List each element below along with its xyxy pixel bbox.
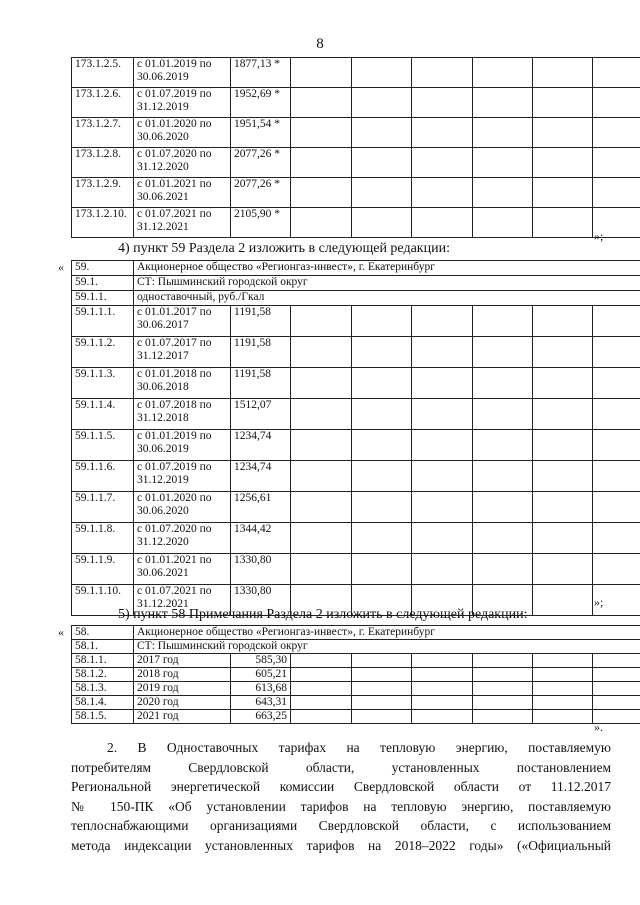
- row-value: 1256,61: [231, 492, 291, 523]
- empty-cell: [533, 337, 593, 368]
- empty-cell: [533, 368, 593, 399]
- table-row: [72, 208, 640, 238]
- empty-cell: [533, 58, 593, 88]
- empty-cell: [352, 337, 412, 368]
- period-from: с 01.07.2017 по: [137, 337, 212, 349]
- period-from: с 01.01.2020 по: [137, 118, 212, 130]
- row-value: 1234,74: [231, 430, 291, 461]
- table-row: [72, 88, 640, 118]
- section2-close-mark: »;: [594, 595, 604, 609]
- header-row: [72, 276, 640, 291]
- row-code: 173.1.2.6.: [72, 88, 134, 118]
- row-value: 1330,80: [231, 554, 291, 585]
- empty-cell: [352, 430, 412, 461]
- row-year: 2021 год: [134, 710, 231, 724]
- period-to: 30.06.2020: [137, 505, 189, 517]
- empty-cell: [352, 399, 412, 430]
- empty-cell: [593, 337, 640, 368]
- empty-cell: [473, 430, 533, 461]
- table-row: [72, 118, 640, 148]
- empty-cell: [473, 492, 533, 523]
- empty-cell: [412, 461, 473, 492]
- period-to: 30.06.2019: [137, 443, 189, 455]
- row-value: 1191,58: [231, 368, 291, 399]
- header-text: СТ: Пышминский городской округ: [134, 640, 640, 654]
- empty-cell: [473, 668, 533, 682]
- table-row: [72, 682, 640, 696]
- paragraph-line: № 150-ПК «Об установлении тарифов на тепловую энергию, поставляемую: [71, 798, 611, 814]
- row-code: 58.1.5.: [72, 710, 134, 724]
- paragraph-line: Региональной энергетической комиссии Свердловской области от 11.12.2017: [71, 779, 611, 794]
- empty-cell: [291, 118, 352, 148]
- section3-close-mark: ».: [594, 720, 603, 734]
- empty-cell: [533, 585, 593, 616]
- empty-cell: [533, 148, 593, 178]
- empty-cell: [593, 306, 640, 337]
- header-text: СТ: Пышминский городской округ: [134, 276, 640, 291]
- empty-cell: [352, 696, 412, 710]
- empty-cell: [352, 654, 412, 668]
- empty-cell: [412, 306, 473, 337]
- empty-cell: [291, 178, 352, 208]
- empty-cell: [473, 178, 533, 208]
- period-cell: [134, 368, 231, 399]
- empty-cell: [352, 368, 412, 399]
- empty-cell: [412, 430, 473, 461]
- row-code: 173.1.2.10.: [72, 208, 134, 238]
- period-to: 30.06.2021: [137, 567, 189, 579]
- row-value: 1191,58: [231, 337, 291, 368]
- section2-title: 4) пункт 59 Раздела 2 изложить в следующей редакции:: [118, 241, 450, 256]
- row-code: 59.1.1.3.: [72, 368, 134, 399]
- empty-cell: [533, 554, 593, 585]
- header-code: 58.1.: [72, 640, 134, 654]
- row-value: 1330,80: [231, 585, 291, 616]
- period-from: с 01.07.2021 по: [137, 585, 212, 597]
- empty-cell: [291, 654, 352, 668]
- period-to: 30.06.2017: [137, 319, 189, 331]
- period-from: с 01.01.2018 по: [137, 368, 212, 380]
- empty-cell: [533, 399, 593, 430]
- empty-cell: [593, 368, 640, 399]
- empty-cell: [291, 682, 352, 696]
- empty-cell: [412, 492, 473, 523]
- period-cell: [134, 337, 231, 368]
- empty-cell: [473, 306, 533, 337]
- table1-close-mark: »;: [594, 229, 604, 243]
- empty-cell: [412, 58, 473, 88]
- table-row: [72, 399, 640, 430]
- period-from: с 01.01.2021 по: [137, 554, 212, 566]
- empty-cell: [412, 654, 473, 668]
- empty-cell: [291, 668, 352, 682]
- row-code: 59.1.1.9.: [72, 554, 134, 585]
- period-cell: [134, 554, 231, 585]
- row-year: 2020 год: [134, 696, 231, 710]
- table-row: [72, 461, 640, 492]
- empty-cell: [593, 554, 640, 585]
- empty-cell: [291, 461, 352, 492]
- empty-cell: [291, 523, 352, 554]
- empty-cell: [352, 208, 412, 238]
- empty-cell: [533, 118, 593, 148]
- header-code: 59.1.: [72, 276, 134, 291]
- empty-cell: [352, 461, 412, 492]
- empty-cell: [352, 554, 412, 585]
- row-value: 1234,74: [231, 461, 291, 492]
- row-code: 58.1.1.: [72, 654, 134, 668]
- paragraph-line: 2. В Одноставочных тарифах на тепловую энергию, поставляемую: [107, 740, 611, 755]
- empty-cell: [533, 430, 593, 461]
- row-code: 58.1.3.: [72, 682, 134, 696]
- period-cell: [134, 492, 231, 523]
- table-row: [72, 668, 640, 682]
- period-from: с 01.07.2018 по: [137, 399, 212, 411]
- empty-cell: [352, 682, 412, 696]
- empty-cell: [473, 654, 533, 668]
- row-value: 1952,69 *: [231, 88, 291, 118]
- period-from: с 01.01.2021 по: [137, 178, 212, 190]
- empty-cell: [291, 368, 352, 399]
- row-code: 59.1.1.7.: [72, 492, 134, 523]
- period-to: 31.12.2019: [137, 101, 189, 113]
- empty-cell: [593, 492, 640, 523]
- period-cell: [134, 118, 231, 148]
- empty-cell: [473, 399, 533, 430]
- empty-cell: [533, 682, 593, 696]
- empty-cell: [291, 696, 352, 710]
- empty-cell: [473, 554, 533, 585]
- row-year: 2017 год: [134, 654, 231, 668]
- empty-cell: [412, 208, 473, 238]
- page-number: 8: [316, 36, 324, 52]
- empty-cell: [352, 306, 412, 337]
- table-row: [72, 148, 640, 178]
- period-from: с 01.07.2021 по: [137, 208, 212, 220]
- empty-cell: [291, 306, 352, 337]
- empty-cell: [291, 88, 352, 118]
- paragraph-line: метода индексации установленных тарифов на 2018–2022 годы» («Официальный: [71, 837, 611, 853]
- empty-cell: [593, 461, 640, 492]
- row-code: 59.1.1.6.: [72, 461, 134, 492]
- empty-cell: [412, 337, 473, 368]
- empty-cell: [412, 368, 473, 399]
- empty-cell: [412, 148, 473, 178]
- period-to: 30.06.2019: [137, 71, 189, 83]
- empty-cell: [291, 399, 352, 430]
- empty-cell: [593, 430, 640, 461]
- empty-cell: [352, 492, 412, 523]
- empty-cell: [473, 208, 533, 238]
- period-to: 30.06.2020: [137, 131, 189, 143]
- period-to: 31.12.2018: [137, 412, 189, 424]
- empty-cell: [473, 696, 533, 710]
- row-code: 173.1.2.5.: [72, 58, 134, 88]
- empty-cell: [533, 88, 593, 118]
- row-value: 1191,58: [231, 306, 291, 337]
- empty-cell: [352, 148, 412, 178]
- empty-cell: [291, 430, 352, 461]
- row-value: 605,21: [231, 668, 291, 682]
- empty-cell: [473, 148, 533, 178]
- period-to: 31.12.2021: [137, 221, 189, 233]
- table-row: [72, 554, 640, 585]
- empty-cell: [412, 399, 473, 430]
- row-value: 1951,54 *: [231, 118, 291, 148]
- table-row: [72, 430, 640, 461]
- empty-cell: [473, 710, 533, 724]
- header-row: [72, 626, 640, 640]
- empty-cell: [533, 208, 593, 238]
- row-code: 58.1.2.: [72, 668, 134, 682]
- empty-cell: [291, 710, 352, 724]
- period-cell: [134, 399, 231, 430]
- row-code: 59.1.1.4.: [72, 399, 134, 430]
- row-value: 2077,26 *: [231, 148, 291, 178]
- header-row: [72, 261, 640, 276]
- empty-cell: [533, 710, 593, 724]
- row-value: 1344,42: [231, 523, 291, 554]
- row-value: 2077,26 *: [231, 178, 291, 208]
- empty-cell: [593, 668, 640, 682]
- row-code: 173.1.2.9.: [72, 178, 134, 208]
- row-value: 1512,07: [231, 399, 291, 430]
- empty-cell: [412, 554, 473, 585]
- empty-cell: [412, 682, 473, 696]
- row-value: 643,31: [231, 696, 291, 710]
- row-code: 59.1.1.5.: [72, 430, 134, 461]
- table-row: [72, 337, 640, 368]
- empty-cell: [412, 178, 473, 208]
- period-to: 31.12.2017: [137, 350, 189, 362]
- empty-cell: [533, 696, 593, 710]
- empty-cell: [412, 668, 473, 682]
- empty-cell: [533, 178, 593, 208]
- period-cell: [134, 58, 231, 88]
- period-cell: [134, 148, 231, 178]
- period-from: с 01.07.2020 по: [137, 148, 212, 160]
- empty-cell: [533, 654, 593, 668]
- section3-title: 5) пункт 58 Примечания Раздела 2 изложить в следующей редакции:: [118, 607, 528, 622]
- empty-cell: [291, 208, 352, 238]
- period-cell: [134, 461, 231, 492]
- table-row: [72, 58, 640, 88]
- empty-cell: [291, 492, 352, 523]
- table-row: [72, 710, 640, 724]
- row-year: 2019 год: [134, 682, 231, 696]
- period-cell: [134, 430, 231, 461]
- empty-cell: [412, 710, 473, 724]
- table-row: [72, 654, 640, 668]
- empty-cell: [593, 88, 640, 118]
- period-cell: [134, 523, 231, 554]
- empty-cell: [533, 668, 593, 682]
- empty-cell: [352, 88, 412, 118]
- period-to: 30.06.2021: [137, 191, 189, 203]
- empty-cell: [352, 668, 412, 682]
- empty-cell: [412, 118, 473, 148]
- empty-cell: [291, 58, 352, 88]
- note-table-58: [71, 625, 640, 724]
- table-row: [72, 368, 640, 399]
- empty-cell: [352, 710, 412, 724]
- period-from: с 01.07.2020 по: [137, 523, 212, 535]
- header-code: 59.1.1.: [72, 291, 134, 306]
- empty-cell: [593, 118, 640, 148]
- empty-cell: [473, 88, 533, 118]
- body-paragraph: [71, 738, 611, 855]
- empty-cell: [412, 88, 473, 118]
- header-code: 58.: [72, 626, 134, 640]
- empty-cell: [291, 337, 352, 368]
- period-to: 31.12.2021: [137, 598, 189, 610]
- paragraph-line: теплоснабжающими организациями Свердловской области, с использованием: [71, 818, 611, 833]
- period-from: с 01.07.2019 по: [137, 461, 212, 473]
- tariff-table-173: [71, 57, 640, 238]
- empty-cell: [473, 118, 533, 148]
- empty-cell: [533, 523, 593, 554]
- period-from: с 01.01.2020 по: [137, 492, 212, 504]
- period-from: с 01.01.2019 по: [137, 58, 212, 70]
- table-row: [72, 306, 640, 337]
- table-row: [72, 178, 640, 208]
- period-to: 31.12.2020: [137, 161, 189, 173]
- empty-cell: [593, 523, 640, 554]
- empty-cell: [593, 696, 640, 710]
- section3-open-mark: «: [58, 625, 64, 639]
- empty-cell: [593, 654, 640, 668]
- row-code: 59.1.1.8.: [72, 523, 134, 554]
- empty-cell: [473, 523, 533, 554]
- empty-cell: [593, 148, 640, 178]
- header-code: 59.: [72, 261, 134, 276]
- row-value: 1877,13 *: [231, 58, 291, 88]
- row-value: 663,25: [231, 710, 291, 724]
- row-code: 173.1.2.7.: [72, 118, 134, 148]
- row-value: 2105,90 *: [231, 208, 291, 238]
- table-row: [72, 523, 640, 554]
- section2-open-mark: «: [58, 260, 64, 274]
- empty-cell: [473, 461, 533, 492]
- row-code: 59.1.1.2.: [72, 337, 134, 368]
- paragraph-line: потребителям Свердловской области, установленных постановлением: [71, 759, 611, 775]
- table-row: [72, 696, 640, 710]
- empty-cell: [291, 148, 352, 178]
- empty-cell: [473, 58, 533, 88]
- period-cell: [134, 306, 231, 337]
- empty-cell: [352, 523, 412, 554]
- row-year: 2018 год: [134, 668, 231, 682]
- empty-cell: [593, 399, 640, 430]
- header-text: Акционерное общество «Регионгаз-инвест», г. Екатеринбург: [134, 261, 640, 276]
- empty-cell: [593, 682, 640, 696]
- empty-cell: [473, 337, 533, 368]
- tariff-table-59: [71, 260, 640, 616]
- row-code: 59.1.1.10.: [72, 585, 134, 616]
- header-row: [72, 640, 640, 654]
- period-to: 31.12.2019: [137, 474, 189, 486]
- row-code: 173.1.2.8.: [72, 148, 134, 178]
- empty-cell: [473, 368, 533, 399]
- period-to: 30.06.2018: [137, 381, 189, 393]
- period-from: с 01.01.2017 по: [137, 306, 212, 318]
- period-to: 31.12.2020: [137, 536, 189, 548]
- empty-cell: [533, 492, 593, 523]
- empty-cell: [352, 58, 412, 88]
- header-text: одноставочный, руб./Гкал: [134, 291, 640, 306]
- empty-cell: [593, 178, 640, 208]
- header-text: Акционерное общество «Регионгаз-инвест», г. Екатеринбург: [134, 626, 640, 640]
- header-row: [72, 291, 640, 306]
- row-value: 613,68: [231, 682, 291, 696]
- empty-cell: [593, 58, 640, 88]
- period-cell: [134, 208, 231, 238]
- period-cell: [134, 178, 231, 208]
- period-from: с 01.01.2019 по: [137, 430, 212, 442]
- period-cell: [134, 88, 231, 118]
- empty-cell: [533, 306, 593, 337]
- empty-cell: [412, 696, 473, 710]
- period-from: с 01.07.2019 по: [137, 88, 212, 100]
- row-value: 585,30: [231, 654, 291, 668]
- empty-cell: [473, 682, 533, 696]
- empty-cell: [352, 178, 412, 208]
- empty-cell: [352, 118, 412, 148]
- row-code: 58.1.4.: [72, 696, 134, 710]
- table-row: [72, 492, 640, 523]
- empty-cell: [291, 554, 352, 585]
- empty-cell: [533, 461, 593, 492]
- row-code: 59.1.1.1.: [72, 306, 134, 337]
- empty-cell: [412, 523, 473, 554]
